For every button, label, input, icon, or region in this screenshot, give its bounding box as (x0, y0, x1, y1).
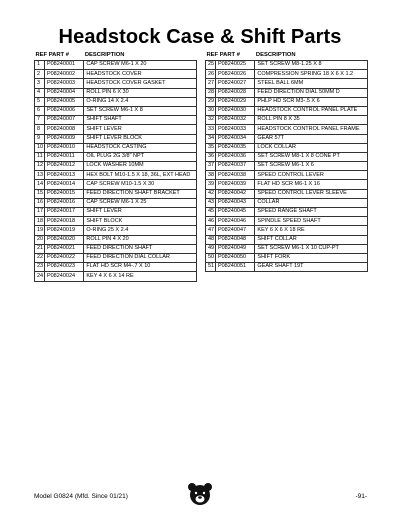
part-number-cell: P08240014 (44, 180, 83, 189)
ref-cell: 13 (35, 171, 45, 180)
ref-cell: 11 (35, 152, 45, 161)
description-cell: HEADSTOCK COVER (84, 70, 197, 79)
part-number-cell: P08240039 (215, 180, 254, 189)
description-cell: SHIFT BLOCK (84, 217, 197, 226)
part-number-cell: P08240015 (44, 189, 83, 198)
bear-logo-icon (187, 482, 213, 506)
description-cell: FEED DIRECTION SHAFT BRACKET (84, 189, 197, 198)
header-part: PART # (48, 51, 69, 58)
part-number-cell: P08240050 (215, 253, 254, 262)
table-row (206, 106, 368, 115)
part-number-cell: P08240042 (215, 189, 254, 198)
table-row (35, 272, 197, 281)
part-number-cell: P08240002 (44, 70, 83, 79)
table-row (35, 125, 197, 134)
description-cell: OIL PLUG 2G 3/8" NPT (84, 152, 197, 161)
ref-cell: 43 (206, 198, 216, 207)
table-header-row (35, 51, 197, 61)
description-cell: HEADSTOCK COVER GASKET (84, 79, 197, 88)
table-row (206, 189, 368, 198)
description-cell: GEAR SHAFT 19T (255, 263, 368, 272)
header-description: DESCRIPTION (84, 51, 125, 58)
ref-cell: 33 (206, 125, 216, 134)
part-number-cell: P08240035 (215, 143, 254, 152)
table-row (35, 180, 197, 189)
ref-cell: 51 (206, 263, 216, 272)
ref-cell: 1 (35, 61, 45, 70)
table-row (206, 162, 368, 171)
ref-cell: 37 (206, 162, 216, 171)
description-cell: KEY 6 X 6 X 18 RE (255, 226, 368, 235)
description-cell: FEED DIRECTION DIAL 50MM D (255, 88, 368, 97)
table-row (206, 134, 368, 143)
table-row (206, 79, 368, 88)
ref-cell: 30 (206, 106, 216, 115)
part-number-cell: P08240033 (215, 125, 254, 134)
ref-cell: 23 (35, 263, 45, 272)
ref-cell: 9 (35, 134, 45, 143)
table-header-row (206, 51, 368, 61)
description-cell: ROLL PIN 4 X 20 (84, 235, 197, 244)
table-row (35, 217, 197, 226)
description-cell: HEADSTOCK CONTROL PANEL PLATE (255, 106, 368, 115)
description-cell: PHLP HD SCR M3-.5 X 6 (255, 97, 368, 106)
ref-cell: 49 (206, 244, 216, 253)
description-cell: SPEED CONTROL LEVER (255, 171, 368, 180)
table-row (35, 116, 197, 125)
ref-cell: 29 (206, 97, 216, 106)
table-row (35, 143, 197, 152)
part-number-cell: P08240007 (44, 116, 83, 125)
table-row (206, 88, 368, 97)
part-number-cell: P08240046 (215, 217, 254, 226)
part-number-cell: P08240008 (44, 125, 83, 134)
table-row (206, 244, 368, 253)
ref-cell: 32 (206, 116, 216, 125)
table-row (35, 189, 197, 198)
ref-cell: 8 (35, 125, 45, 134)
ref-cell: 15 (35, 189, 45, 198)
description-cell: LOCK COLLAR (255, 143, 368, 152)
ref-cell: 45 (206, 208, 216, 217)
table-row (206, 253, 368, 262)
ref-cell: 35 (206, 143, 216, 152)
ref-cell: 22 (35, 253, 45, 262)
part-number-cell: P08240048 (215, 235, 254, 244)
description-cell: HEADSTOCK CASTING (84, 143, 197, 152)
table-row (206, 171, 368, 180)
footer-model: Model G0824 (Mfd. Since 01/21) (34, 493, 128, 500)
part-number-cell: P08240032 (215, 116, 254, 125)
table-row (35, 88, 197, 97)
header-ref-part (206, 51, 255, 61)
table-row (35, 79, 197, 88)
table-row (206, 208, 368, 217)
table-row (35, 253, 197, 262)
description-cell: GEAR 57T (255, 134, 368, 143)
parts-table-right (205, 51, 368, 272)
ref-cell: 24 (35, 272, 45, 281)
ref-cell: 34 (206, 134, 216, 143)
table-row (206, 70, 368, 79)
description-cell: LOCK WASHER 10MM (84, 162, 197, 171)
part-number-cell: P08240011 (44, 152, 83, 161)
header-ref: REF (35, 51, 48, 58)
description-cell: CAP SCREW M6-1 X 20 (84, 61, 197, 70)
ref-cell: 18 (35, 217, 45, 226)
footer-page-number: -91- (355, 493, 367, 500)
description-cell: HEADSTOCK CONTROL PANEL FRAME (255, 125, 368, 134)
ref-cell: 3 (35, 79, 45, 88)
table-row (206, 125, 368, 134)
part-number-cell: P08240003 (44, 79, 83, 88)
description-cell: SHIFT SHAFT (84, 116, 197, 125)
description-cell: SET SCREW M6-1 X 6 (255, 162, 368, 171)
ref-cell: 28 (206, 88, 216, 97)
description-cell: SPEED RANGE SHAFT (255, 208, 368, 217)
table-row (35, 61, 197, 70)
description-cell: FEED DIRECTION DIAL COLLAR (84, 253, 197, 262)
description-cell: SHIFT LEVER (84, 208, 197, 217)
table-row (206, 217, 368, 226)
page-title: Headstock Case & Shift Parts (58, 26, 342, 48)
table-row (206, 180, 368, 189)
ref-cell: 47 (206, 226, 216, 235)
part-number-cell: P08240009 (44, 134, 83, 143)
ref-cell: 48 (206, 235, 216, 244)
table-row (35, 198, 197, 207)
part-number-cell: P08240018 (44, 217, 83, 226)
part-number-cell: P08240025 (215, 61, 254, 70)
ref-cell: 39 (206, 180, 216, 189)
table-row (35, 263, 197, 272)
part-number-cell: P08240036 (215, 152, 254, 161)
header-ref: REF (206, 51, 219, 58)
table-row (35, 162, 197, 171)
part-number-cell: P08240047 (215, 226, 254, 235)
ref-cell: 36 (206, 152, 216, 161)
part-number-cell: P08240028 (215, 88, 254, 97)
table-row (206, 226, 368, 235)
ref-cell: 21 (35, 244, 45, 253)
part-number-cell: P08240034 (215, 134, 254, 143)
table-row (35, 235, 197, 244)
parts-table-left (34, 51, 197, 282)
part-number-cell: P08240029 (215, 97, 254, 106)
ref-cell: 14 (35, 180, 45, 189)
part-number-cell: P08240010 (44, 143, 83, 152)
table-row (206, 198, 368, 207)
description-cell: STEEL BALL 6MM (255, 79, 368, 88)
part-number-cell: P08240045 (215, 208, 254, 217)
table-row (206, 143, 368, 152)
ref-cell: 38 (206, 171, 216, 180)
table-row (206, 235, 368, 244)
description-cell: SHIFT LEVER BLOCK (84, 134, 197, 143)
table-row (35, 152, 197, 161)
ref-cell: 2 (35, 70, 45, 79)
part-number-cell: P08240012 (44, 162, 83, 171)
header-part: PART # (219, 51, 240, 58)
description-cell: SPINDLE SPEED SHAFT (255, 217, 368, 226)
part-number-cell: P08240013 (44, 171, 83, 180)
table-row (206, 116, 368, 125)
part-number-cell: P08240051 (215, 263, 254, 272)
ref-cell: 5 (35, 97, 45, 106)
description-cell: ROLL PIN 6 X 30 (84, 88, 197, 97)
description-cell: COMPRESSION SPRING 18 X 6 X 1.2 (255, 70, 368, 79)
description-cell: FLAT HD SCR M6-1 X 16 (255, 180, 368, 189)
ref-cell: 20 (35, 235, 45, 244)
description-cell: FEED DIRECTION SHAFT (84, 244, 197, 253)
part-number-cell: P08240019 (44, 226, 83, 235)
table-row (206, 263, 368, 272)
table-row (35, 97, 197, 106)
description-cell: CAP SCREW M6-1 X 25 (84, 198, 197, 207)
ref-cell: 27 (206, 79, 216, 88)
ref-cell: 4 (35, 88, 45, 97)
part-number-cell: P08240004 (44, 88, 83, 97)
ref-cell: 12 (35, 162, 45, 171)
part-number-cell: P08240005 (44, 97, 83, 106)
table-row (35, 70, 197, 79)
table-row (35, 171, 197, 180)
part-number-cell: P08240020 (44, 235, 83, 244)
ref-cell: 16 (35, 198, 45, 207)
description-cell: HEX BOLT M10-1.5 X 18, 36L, EXT HEAD (84, 171, 197, 180)
ref-cell: 46 (206, 217, 216, 226)
table-row (35, 244, 197, 253)
description-cell: CAP SCREW M10-1.5 X 30 (84, 180, 197, 189)
ref-cell: 42 (206, 189, 216, 198)
description-cell: FLAT HD SCR M4-.7 X 10 (84, 263, 197, 272)
description-cell: KEY 4 X 6 X 14 RE (84, 272, 197, 281)
ref-cell: 6 (35, 106, 45, 115)
table-row (35, 208, 197, 217)
part-number-cell: P08240049 (215, 244, 254, 253)
part-number-cell: P08240001 (44, 61, 83, 70)
part-number-cell: P08240030 (215, 106, 254, 115)
ref-cell: 26 (206, 70, 216, 79)
ref-cell: 25 (206, 61, 216, 70)
table-row (206, 61, 368, 70)
description-cell: O-RING 25 X 2.4 (84, 226, 197, 235)
header-ref-part (35, 51, 84, 61)
table-row (35, 106, 197, 115)
parts-table-left-body (35, 61, 197, 282)
ref-cell: 19 (35, 226, 45, 235)
description-cell: COLLAR (255, 198, 368, 207)
parts-table-right-body (206, 61, 368, 272)
table-row (206, 97, 368, 106)
ref-cell: 7 (35, 116, 45, 125)
part-number-cell: P08240024 (44, 272, 83, 281)
description-cell: SET SCREW M6-1 X 10 CUP-PT (255, 244, 368, 253)
description-cell: O-RING 14 X 2.4 (84, 97, 197, 106)
header-description: DESCRIPTION (255, 51, 296, 58)
part-number-cell: P08240016 (44, 198, 83, 207)
table-row (206, 152, 368, 161)
description-cell: SET SCREW M8-1.25 X 8 (255, 61, 368, 70)
description-cell: SHIFT LEVER (84, 125, 197, 134)
part-number-cell: P08240043 (215, 198, 254, 207)
ref-cell: 10 (35, 143, 45, 152)
part-number-cell: P08240027 (215, 79, 254, 88)
description-cell: SHIFT FORK (255, 253, 368, 262)
table-row (35, 134, 197, 143)
part-number-cell: P08240021 (44, 244, 83, 253)
part-number-cell: P08240037 (215, 162, 254, 171)
part-number-cell: P08240022 (44, 253, 83, 262)
ref-cell: 50 (206, 253, 216, 262)
part-number-cell: P08240017 (44, 208, 83, 217)
description-cell: SET SCREW M8-1 X 8 CONE PT (255, 152, 368, 161)
description-cell: SET SCREW M6-1 X 8 (84, 106, 197, 115)
description-cell: SHIFT COLLAR (255, 235, 368, 244)
part-number-cell: P08240038 (215, 171, 254, 180)
ref-cell: 17 (35, 208, 45, 217)
part-number-cell: P08240023 (44, 263, 83, 272)
table-row (35, 226, 197, 235)
description-cell: ROLL PIN 8 X 35 (255, 116, 368, 125)
part-number-cell: P08240006 (44, 106, 83, 115)
part-number-cell: P08240026 (215, 70, 254, 79)
description-cell: SPEED CONTROL LEVER SLEEVE (255, 189, 368, 198)
